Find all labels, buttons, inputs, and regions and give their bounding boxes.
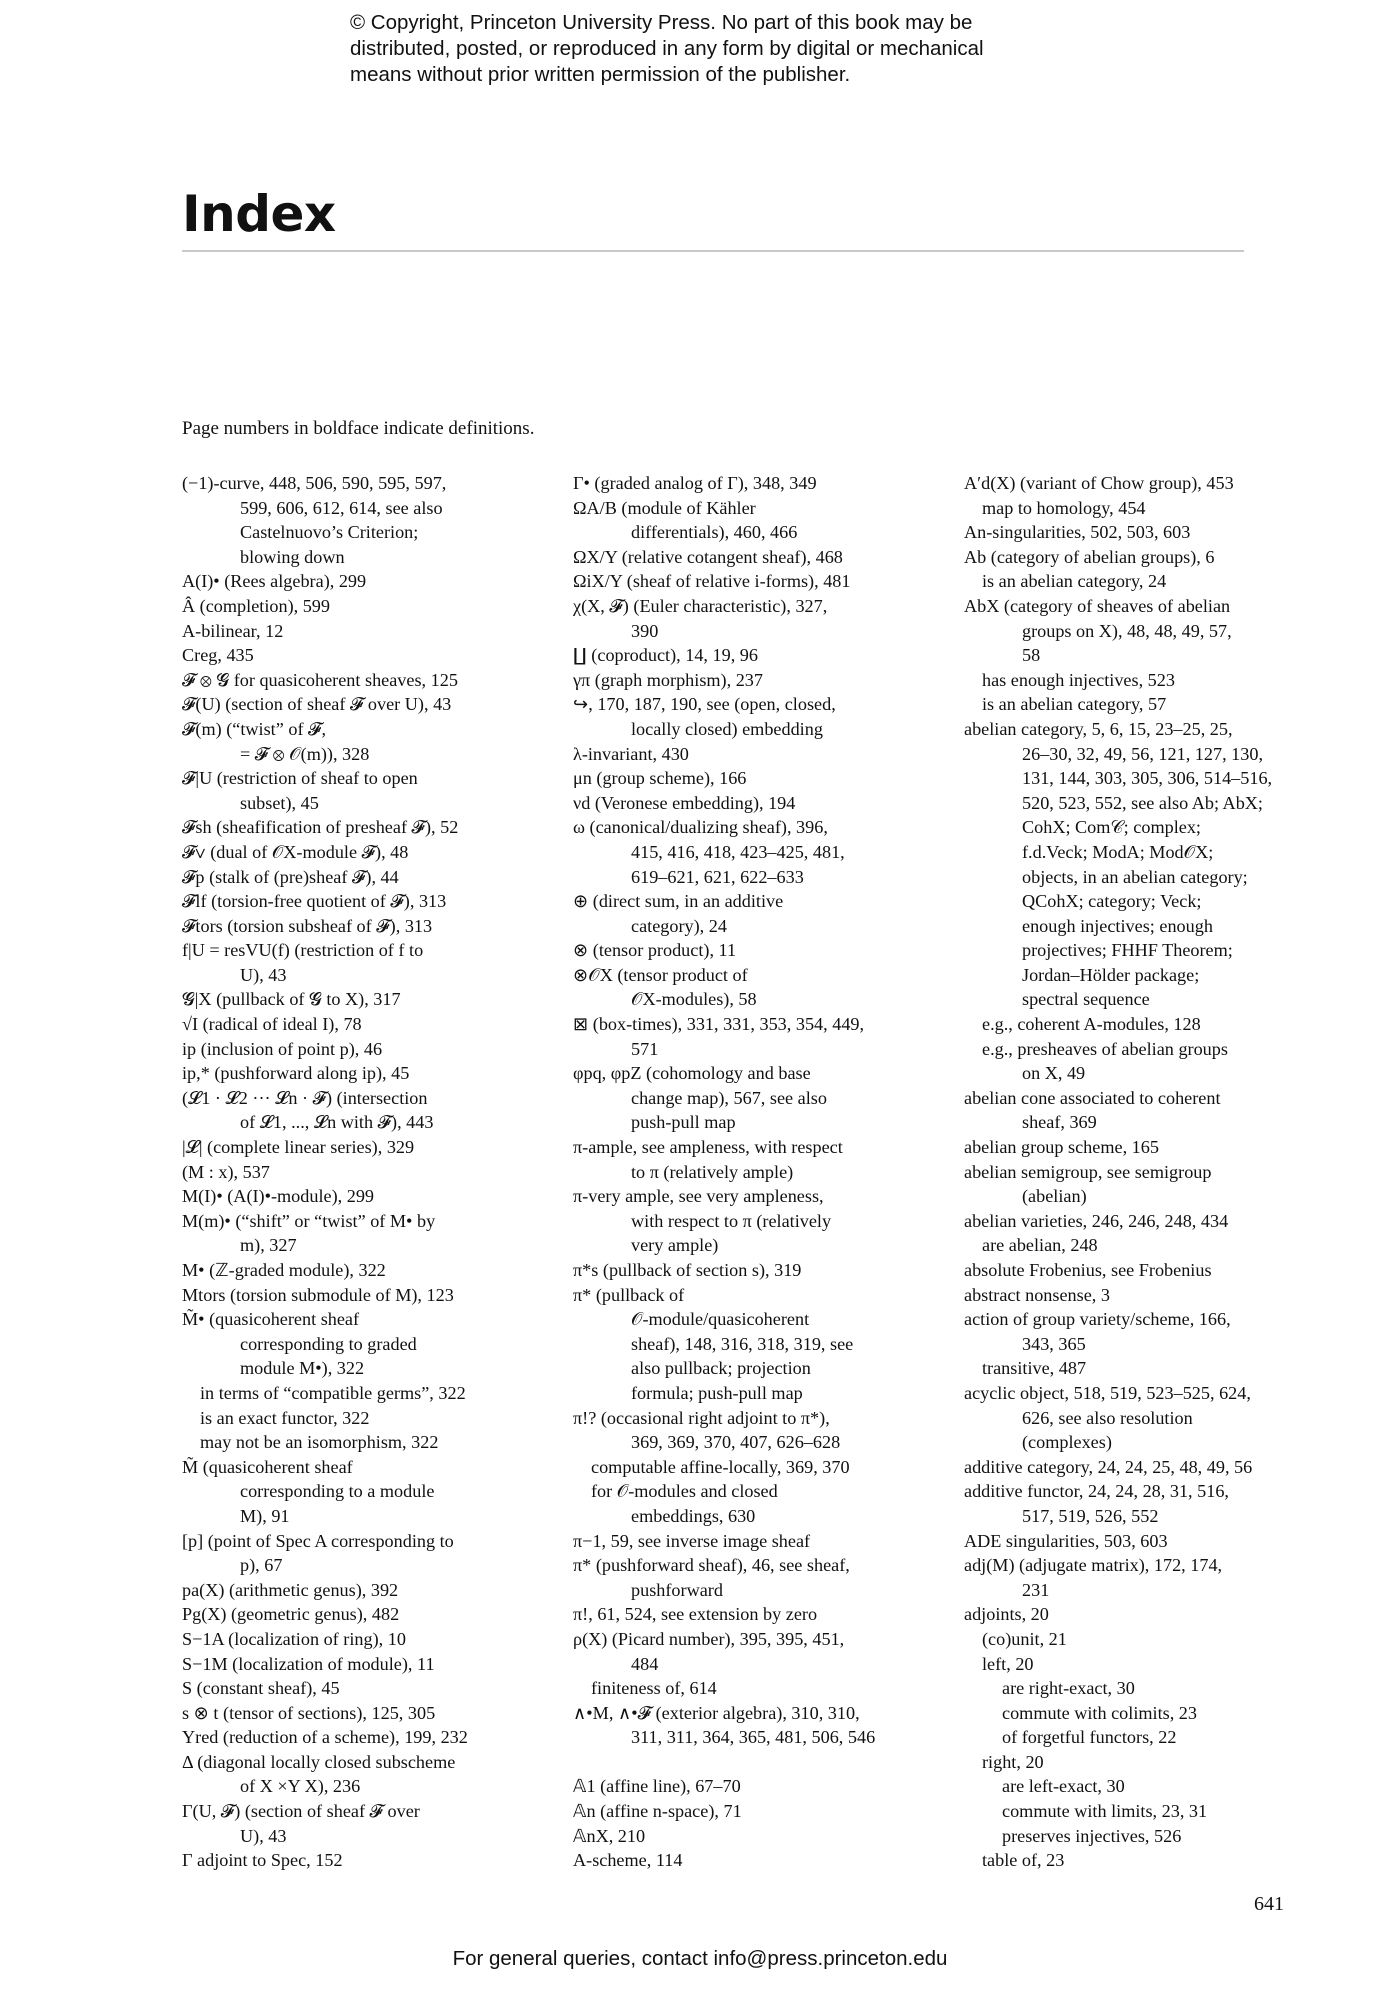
index-entry: Â (completion), 599 [182, 595, 330, 616]
index-entry: 𝓕 ⊗ 𝓖 for quasicoherent sheaves, 125 [182, 669, 458, 690]
index-entry: (M : x), 537 [182, 1161, 270, 1182]
index-entry-continuation: 571 [631, 1038, 659, 1059]
index-entry: f|U = resVU(f) (restriction of f to [182, 940, 424, 961]
index-entry: λ-invariant, 430 [573, 743, 689, 764]
index-entry: π!? (occasional right adjoint to π*), [573, 1407, 830, 1428]
index-entry-continuation: projectives; FHHF Theorem; [1022, 940, 1233, 961]
copyright-line: means without prior written permission of the publisher. [350, 63, 851, 86]
index-entry-continuation: sheaf), 148, 316, 318, 319, see [631, 1333, 854, 1354]
page-title: Index [182, 185, 336, 243]
index-entry: [p] (point of Spec A corresponding to [182, 1530, 454, 1551]
index-entry: π!, 61, 524, see extension by zero [573, 1604, 818, 1625]
index-entry: ⊠ (box-times), 331, 331, 353, 354, 449, [573, 1014, 865, 1035]
index-subentry: (co)unit, 21 [982, 1628, 1067, 1649]
index-entry-continuation: 131, 144, 303, 305, 306, 514–516, [1022, 768, 1273, 789]
index-entry-continuation: U), 43 [240, 1825, 287, 1846]
index-subentry: commute with colimits, 23 [1002, 1702, 1197, 1723]
index-entry: 𝔸nX, 210 [573, 1825, 646, 1846]
index-entry: π* (pullback of [573, 1284, 685, 1305]
index-entry: abelian cone associated to coherent [964, 1087, 1221, 1108]
section-gap [573, 1750, 948, 1775]
index-entry: S−1A (localization of ring), 10 [182, 1628, 406, 1649]
index-entry: AbX (category of sheaves of abelian [964, 595, 1231, 616]
index-entry-continuation: corresponding to graded [240, 1333, 417, 1354]
index-subentry: finiteness of, 614 [591, 1678, 717, 1699]
index-entry-continuation: U), 43 [240, 964, 287, 985]
index-subentry: commute with limits, 23, 31 [1002, 1801, 1208, 1822]
index-subentry: is an abelian category, 57 [982, 694, 1167, 715]
index-entry: M̃ (quasicoherent sheaf [182, 1456, 353, 1477]
index-entry: π*s (pullback of section s), 319 [573, 1260, 802, 1280]
index-entry: 𝓕sh (sheafification of presheaf 𝓕), 52 [182, 817, 459, 838]
index-entry-continuation: (abelian) [1022, 1186, 1087, 1207]
index-entry: M(m)• (“shift” or “twist” of M• by [182, 1210, 436, 1231]
index-entry: 𝓕tors (torsion subsheaf of 𝓕), 313 [182, 915, 433, 936]
index-entry: ΩX/Y (relative cotangent sheaf), 468 [573, 546, 843, 567]
index-subentry: may not be an isomorphism, 322 [200, 1432, 439, 1453]
index-entry: An-singularities, 502, 503, 603 [964, 522, 1191, 543]
index-entry: adjoints, 20 [964, 1604, 1049, 1625]
index-entry-continuation: subset), 45 [240, 792, 319, 813]
index-entry: S (constant sheaf), 45 [182, 1678, 340, 1699]
index-entry: additive category, 24, 24, 25, 48, 49, 56 [964, 1456, 1253, 1477]
index-entry: γπ (graph morphism), 237 [573, 669, 763, 690]
index-column-2 [573, 471, 948, 1873]
index-entry: ω (canonical/dualizing sheaf), 396, [573, 817, 828, 838]
index-subentry: for 𝒪-modules and closed [591, 1481, 778, 1502]
index-entry-continuation: 58 [1022, 645, 1041, 666]
index-entry: 𝓕|U (restriction of sheaf to open [182, 768, 418, 789]
index-entry-continuation: to π (relatively ample) [631, 1161, 794, 1182]
index-entry: S−1M (localization of module), 11 [182, 1653, 435, 1674]
index-entry-continuation: formula; push-pull map [631, 1382, 803, 1403]
index-entry: ∐ (coproduct), 14, 19, 96 [573, 645, 758, 666]
index-entry: pa(X) (arithmetic genus), 392 [182, 1579, 399, 1600]
index-entry: ↪, 170, 187, 190, see (open, closed, [573, 694, 836, 715]
index-entry-continuation: module M•), 322 [240, 1358, 365, 1379]
index-entry-continuation: 𝒪-module/quasicoherent [631, 1309, 810, 1330]
index-entry-continuation: with respect to π (relatively [631, 1210, 832, 1231]
index-entry-continuation: Jordan–Hölder package; [1022, 964, 1200, 985]
index-entry-continuation: CohX; Com𝒞; complex; [1022, 817, 1201, 838]
index-entry: ⊕ (direct sum, in an additive [573, 891, 784, 912]
index-entry: π-ample, see ampleness, with respect [573, 1137, 843, 1158]
index-entry-continuation: category), 24 [631, 915, 727, 936]
index-entry-continuation: 619–621, 621, 622–633 [631, 866, 804, 887]
index-subentry: transitive, 487 [982, 1358, 1087, 1379]
index-entry: ΩiX/Y (sheaf of relative i-forms), 481 [573, 571, 851, 592]
index-entry-continuation: 415, 416, 418, 423–425, 481, [631, 841, 845, 862]
copyright-notice [350, 10, 1110, 88]
index-subentry: preserves injectives, 526 [1002, 1825, 1182, 1846]
index-entry: 𝓕∨ (dual of 𝒪X-module 𝓕), 48 [182, 841, 409, 862]
copyright-line: distributed, posted, or reproduced in any form by digital or mechanical [350, 37, 984, 60]
index-entry-continuation: 390 [631, 620, 659, 641]
index-entry-continuation: Castelnuovo’s Criterion; [240, 522, 419, 543]
index-entry: A(I)• (Rees algebra), 299 [182, 571, 367, 592]
index-subentry: computable affine-locally, 369, 370 [591, 1456, 850, 1477]
index-entry-continuation: on X, 49 [1022, 1063, 1086, 1084]
index-entry: 𝓖|X (pullback of 𝓖 to X), 317 [182, 989, 401, 1010]
index-entry: √I (radical of ideal I), 78 [182, 1014, 362, 1035]
index-entry: M̃• (quasicoherent sheaf [182, 1309, 360, 1330]
index-subentry: left, 20 [982, 1653, 1034, 1674]
index-entry-continuation: 599, 606, 612, 614, see also [240, 497, 443, 518]
index-entry-continuation: p), 67 [240, 1555, 283, 1576]
index-entry: acyclic object, 518, 519, 523–525, 624, [964, 1382, 1251, 1403]
index-entry: Yred (reduction of a scheme), 199, 232 [182, 1727, 468, 1748]
index-entry: π* (pushforward sheaf), 46, see sheaf, [573, 1555, 850, 1576]
index-entry: Creg, 435 [182, 645, 254, 666]
index-entry-continuation: 626, see also resolution [1022, 1407, 1193, 1428]
index-entry: ΩA/B (module of Kähler [573, 497, 756, 518]
index-entry: (𝓛1 · 𝓛2 ··· 𝓛n · 𝓕) (intersection [182, 1087, 428, 1108]
index-entry: π-very ample, see very ampleness, [573, 1186, 824, 1207]
footer-contact: For general queries, contact info@press.princeton.edu [452, 1947, 948, 1970]
index-subentry: e.g., presheaves of abelian groups [982, 1038, 1228, 1059]
index-entry-continuation: QCohX; category; Veck; [1022, 891, 1202, 912]
index-entry-continuation: corresponding to a module [240, 1481, 435, 1502]
index-entry-continuation: groups on X), 48, 48, 49, 57, [1022, 620, 1232, 641]
index-entry: |𝓛| (complete linear series), 329 [182, 1137, 415, 1158]
index-entry-continuation: push-pull map [631, 1112, 736, 1133]
index-column-3 [964, 471, 1339, 1873]
index-entry-continuation: 26–30, 32, 49, 56, 121, 127, 130, [1022, 743, 1263, 764]
index-subentry: are abelian, 248 [982, 1235, 1098, 1256]
index-entry: νd (Veronese embedding), 194 [573, 792, 796, 813]
index-entry: adj(M) (adjugate matrix), 172, 174, [964, 1555, 1223, 1576]
index-entry-continuation: differentials), 460, 466 [631, 522, 798, 543]
index-entry: Pg(X) (geometric genus), 482 [182, 1604, 400, 1625]
index-entry: 𝓕(m) (“twist” of 𝓕, [182, 718, 327, 739]
index-entry: ip (inclusion of point p), 46 [182, 1038, 383, 1059]
index-entry: ADE singularities, 503, 603 [964, 1530, 1168, 1551]
index-entry: absolute Frobenius, see Frobenius [964, 1260, 1212, 1280]
index-entry: Δ (diagonal locally closed subscheme [182, 1751, 456, 1772]
index-subentry: is an exact functor, 322 [200, 1407, 370, 1428]
index-subentry: right, 20 [982, 1751, 1044, 1772]
index-subentry: e.g., coherent A-modules, 128 [982, 1014, 1201, 1035]
index-entry-continuation: of X ×Y X), 236 [240, 1776, 361, 1797]
index-subentry: is an abelian category, 24 [982, 571, 1167, 592]
index-entry: μn (group scheme), 166 [573, 768, 747, 789]
index-entry: A-scheme, 114 [573, 1850, 683, 1871]
index-subentry: of forgetful functors, 22 [1002, 1727, 1177, 1748]
index-subentry: in terms of “compatible germs”, 322 [200, 1382, 466, 1403]
index-entry: action of group variety/scheme, 166, [964, 1309, 1231, 1330]
index-entry: A-bilinear, 12 [182, 620, 284, 641]
index-entry: abelian group scheme, 165 [964, 1137, 1159, 1158]
index-entry: abelian semigroup, see semigroup [964, 1161, 1212, 1182]
index-entry-continuation: f.d.Veck; ModA; Mod𝒪X; [1022, 841, 1214, 862]
index-entry-continuation: (complexes) [1022, 1432, 1112, 1453]
index-entry: Ab (category of abelian groups), 6 [964, 546, 1215, 567]
index-entry-continuation: 231 [1022, 1579, 1050, 1600]
index-entry-continuation: 𝒪X-modules), 58 [631, 989, 757, 1010]
index-entry-continuation: 343, 365 [1022, 1333, 1086, 1354]
index-entry: ⊗ (tensor product), 11 [573, 940, 737, 961]
boldface-note: Page numbers in boldface indicate definitions. [182, 418, 535, 439]
index-entry: Mtors (torsion submodule of M), 123 [182, 1284, 454, 1305]
index-subentry: are left-exact, 30 [1002, 1776, 1125, 1797]
index-entry: ∧•M, ∧•𝓕 (exterior algebra), 310, 310, [573, 1702, 860, 1723]
index-entry: Γ adjoint to Spec, 152 [182, 1850, 343, 1871]
index-entry-continuation: 311, 311, 364, 365, 481, 506, 546 [631, 1727, 876, 1748]
index-subentry: table of, 23 [982, 1850, 1065, 1871]
index-entry-continuation: objects, in an abelian category; [1022, 866, 1248, 887]
index-entry: M• (ℤ-graded module), 322 [182, 1260, 386, 1280]
index-entry: abelian varieties, 246, 246, 248, 434 [964, 1210, 1229, 1231]
index-entry-continuation: change map), 567, see also [631, 1087, 827, 1108]
index-entry: abstract nonsense, 3 [964, 1284, 1110, 1305]
index-entry-continuation: enough injectives; enough [1022, 915, 1213, 936]
index-entry: Γ(U, 𝓕) (section of sheaf 𝓕 over [182, 1801, 420, 1822]
index-entry: A′d(X) (variant of Chow group), 453 [964, 473, 1234, 493]
index-entry-continuation: = 𝓕 ⊗ 𝒪(m)), 328 [240, 743, 370, 764]
index-entry-continuation: very ample) [631, 1235, 719, 1256]
index-entry: 𝔸n (affine n-space), 71 [573, 1801, 742, 1822]
copyright-line: © Copyright, Princeton University Press. No part of this book may be [350, 11, 973, 34]
index-entry: ρ(X) (Picard number), 395, 395, 451, [573, 1628, 845, 1649]
index-entry-continuation: M), 91 [240, 1505, 290, 1526]
index-entry-continuation: 369, 369, 370, 407, 626–628 [631, 1432, 841, 1453]
index-entry-continuation: m), 327 [240, 1235, 297, 1256]
index-entry: π−1, 59, see inverse image sheaf [573, 1530, 811, 1551]
index-entry: abelian category, 5, 6, 15, 23–25, 25, [964, 718, 1233, 739]
index-entry: Γ• (graded analog of Γ), 348, 349 [573, 473, 817, 493]
title-rule [182, 250, 1244, 252]
index-entry: 𝓕(U) (section of sheaf 𝓕 over U), 43 [182, 694, 452, 715]
index-entry-continuation: 517, 519, 526, 552 [1022, 1505, 1159, 1526]
index-entry: s ⊗ t (tensor of sections), 125, 305 [182, 1702, 436, 1723]
index-subentry: are right-exact, 30 [1002, 1678, 1135, 1699]
index-entry-continuation: pushforward [631, 1579, 723, 1600]
index-entry: additive functor, 24, 24, 28, 31, 516, [964, 1481, 1229, 1502]
index-entry-continuation: sheaf, 369 [1022, 1112, 1097, 1133]
index-entry-continuation: 484 [631, 1653, 659, 1674]
index-entry: 𝓕p (stalk of (pre)sheaf 𝓕), 44 [182, 866, 399, 887]
index-subentry: map to homology, 454 [982, 497, 1146, 518]
index-entry-continuation: 520, 523, 552, see also Ab; AbX; [1022, 792, 1263, 813]
index-entry-continuation: of 𝓛1, ..., 𝓛n with 𝓕), 443 [240, 1112, 434, 1133]
index-column-1 [182, 471, 557, 1873]
index-entry-continuation: spectral sequence [1022, 989, 1150, 1010]
index-entry: ip,* (pushforward along ip), 45 [182, 1063, 410, 1084]
index-entry-continuation: embeddings, 630 [631, 1505, 756, 1526]
index-entry: 𝔸1 (affine line), 67–70 [573, 1776, 741, 1797]
index-entry: φpq, φpZ (cohomology and base [573, 1063, 811, 1084]
index-entry-continuation: blowing down [240, 546, 345, 567]
index-entry: χ(X, 𝓕) (Euler characteristic), 327, [573, 595, 828, 616]
index-entry-continuation: also pullback; projection [631, 1358, 811, 1379]
page-number: 641 [1254, 1893, 1284, 1915]
index-entry: 𝓕lf (torsion-free quotient of 𝓕), 313 [182, 891, 447, 912]
index-subentry: has enough injectives, 523 [982, 669, 1175, 690]
index-entry: M(I)• (A(I)•-module), 299 [182, 1186, 375, 1207]
index-entry: ⊗𝒪X (tensor product of [573, 964, 748, 985]
index-entry: (−1)-curve, 448, 506, 590, 595, 597, [182, 473, 447, 493]
index-entry-continuation: locally closed) embedding [631, 718, 823, 739]
